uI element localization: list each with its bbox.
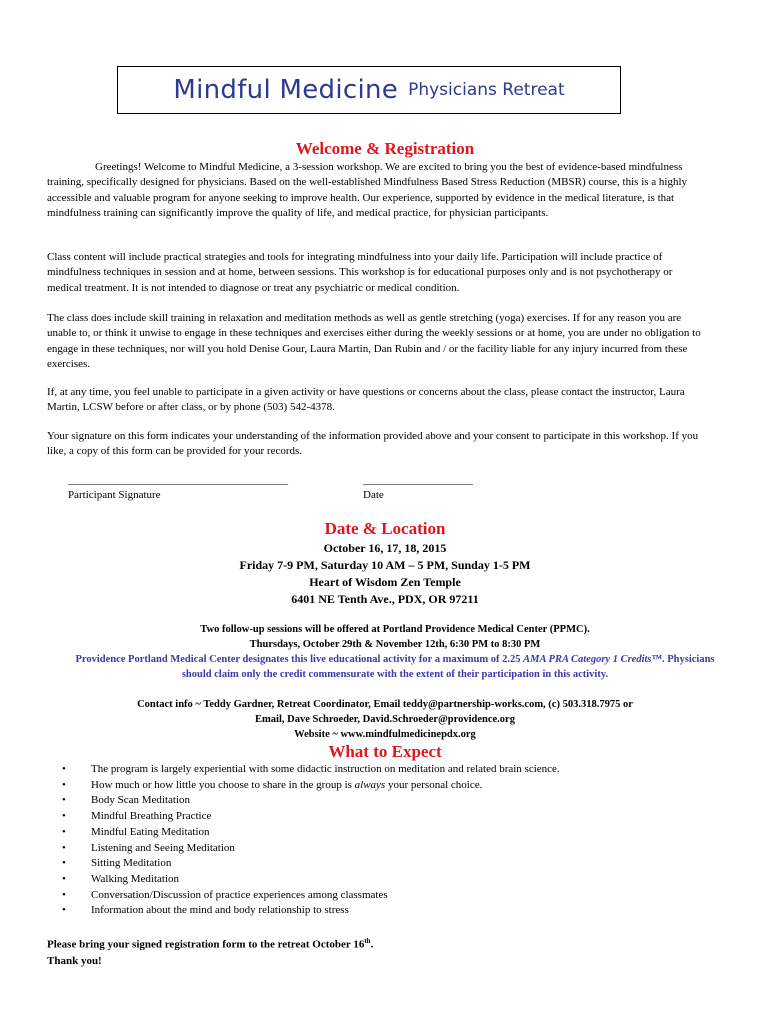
list-item: • Body Scan Meditation: [62, 793, 722, 809]
bullet-icon: •: [62, 904, 66, 917]
event-address: 6401 NE Tenth Ave., PDX, OR 97211: [291, 592, 479, 606]
list-item: • Mindful Breathing Practice: [62, 809, 722, 825]
participant-signature-line[interactable]: ________________________________________: [68, 474, 288, 486]
participant-signature-label: Participant Signature: [68, 489, 161, 501]
closing-line-1: Please bring your signed registration form to the retreat October 16th.: [47, 937, 374, 951]
date-location-block: [0, 540, 770, 608]
followup-line-1: Two follow-up sessions will be offered at Portland Providence Medical Center (PPMC).: [200, 624, 590, 635]
closing-thank-you: Thank you!: [47, 954, 102, 967]
welcome-paragraph-1: Greetings! Welcome to Mindful Medicine, a 3-session workshop. We are excited to bring you the best of evidence-based mindfulness training, specifically designed for physicians. Based on the well-established Mindfulness Based Stress Reduction (MBSR) course, this is a highly accessible and valuable program for anyone seeking to improve health. Our experience, supported by evidence in the medical literature, is that mindfulness training can significantly improve the quality of life, and medical practice, for physician participants.: [47, 161, 688, 220]
list-item: • The program is largely experiential with some didactic instruction on meditation and related brain science.: [62, 762, 722, 778]
cme-text-b: ™. Physicians should claim only the credit commensurate with the extent of their participation in this activity.: [181, 654, 715, 680]
welcome-paragraph-5: Your signature on this form indicates your understanding of the information provided above and your consent to participate in this workshop. If you like, a copy of this form can be provided for your records.: [47, 430, 699, 458]
event-dates: October 16, 17, 18, 2015: [323, 541, 447, 555]
bullet-icon: •: [62, 825, 66, 838]
date-location-heading: Date & Location: [324, 519, 446, 538]
followup-line-2: Thursdays, October 29th & November 12th, 6:30 PM to 8:30 PM: [249, 639, 541, 650]
list-item: • Mindful Eating Meditation: [62, 825, 722, 841]
welcome-paragraph-4: If, at any time, you feel unable to participate in a given activity or have questions or concerns about the class, please contact the instructor, Laura Martin, LCSW before or after class, or by phone (503) 542-4378.: [47, 386, 685, 414]
event-times: Friday 7-9 PM, Saturday 10 AM – 5 PM, Sunday 1-5 PM: [239, 558, 531, 572]
expect-list: [62, 762, 722, 919]
cme-text-a: Providence Portland Medical Center designates this live educational activity for a maximum of 2.25: [75, 654, 524, 665]
bullet-icon: •: [62, 810, 66, 823]
followup-block: [60, 622, 730, 682]
title-main: Mindful Medicine: [173, 75, 399, 105]
welcome-paragraph-2: Class content will include practical strategies and tools for integrating mindfulness into your daily life. Participation will include practice of mindfulness techniques in session and at home, between sessions. This workshop is for educational purposes only and is not psychotherapy or medical treatment. It is not intended to diagnose or treat any psychiatric or medical condition.: [47, 251, 673, 294]
welcome-heading: Welcome & Registration: [295, 139, 475, 158]
list-item: • Walking Meditation: [62, 872, 722, 888]
title-box: [117, 66, 621, 114]
closing-note: [47, 933, 707, 969]
contact-line-1: Contact info ~ Teddy Gardner, Retreat Coordinator, Email teddy@partnership-works.com, (c) 503.318.7975 or: [137, 699, 633, 710]
bullet-icon: •: [62, 794, 66, 807]
list-item: • Conversation/Discussion of practice experiences among classmates: [62, 888, 722, 904]
title-sub: Physicians Retreat: [408, 80, 565, 100]
cme-statement: [60, 652, 730, 682]
contact-line-3: Website ~ www.mindfulmedicinepdx.org: [294, 729, 476, 740]
event-venue: Heart of Wisdom Zen Temple: [309, 575, 461, 589]
contact-block: [40, 697, 730, 742]
what-to-expect-heading: What to Expect: [328, 742, 442, 761]
date-signature-label: Date: [363, 489, 384, 501]
cme-credits-italic: AMA PRA Category 1 Credits: [523, 654, 652, 665]
bullet-icon: •: [62, 872, 66, 885]
list-item: • Sitting Meditation: [62, 856, 722, 872]
welcome-paragraph-3: The class does include skill training in relaxation and meditation methods as well as gentle stretching (yoga) exercises. If for any reason you are unable to, or think it unwise to engage in these techniques and exercises either during the weekly sessions or at home, you are under no obligation to engage in these techniques, nor will you hold Denise Gour, Laura Martin, Dan Rubin and / or the facility liable for any injury incurred from these exercises.: [47, 312, 701, 371]
contact-line-2: Email, Dave Schroeder, David.Schroeder@providence.org: [255, 714, 515, 725]
list-item: • How much or how little you choose to share in the group is always your personal choice.: [62, 778, 722, 794]
list-item: • Listening and Seeing Meditation: [62, 841, 722, 857]
date-signature-line[interactable]: ____________________: [363, 474, 473, 486]
bullet-icon: •: [62, 778, 66, 791]
bullet-icon: •: [62, 763, 66, 775]
bullet-icon: •: [62, 841, 66, 854]
bullet-icon: •: [62, 888, 66, 901]
list-item: • Information about the mind and body relationship to stress: [62, 903, 722, 919]
bullet-icon: •: [62, 857, 66, 870]
